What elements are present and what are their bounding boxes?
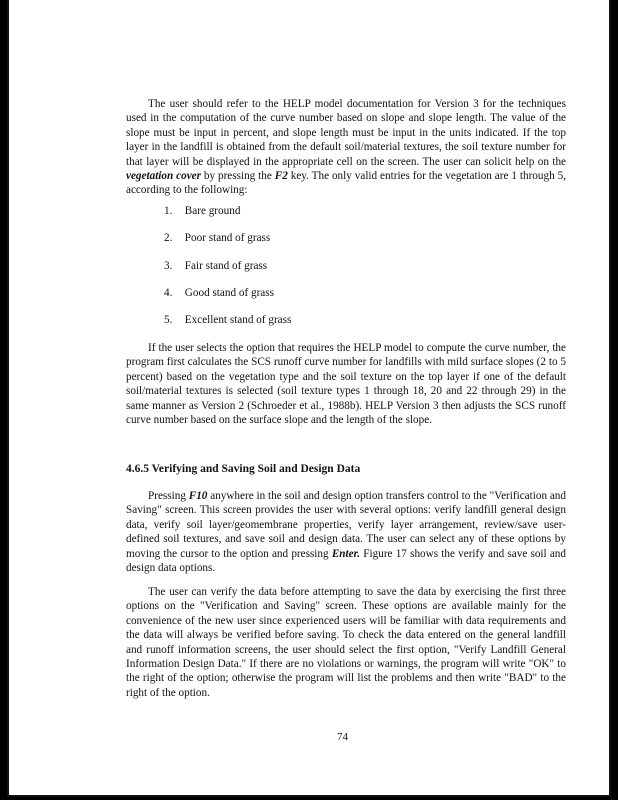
paragraph-vegetation-intro <box>126 97 566 198</box>
p1-text-a: The user should refer to the HELP model documentation for Version 3 for the techniques used in the computation of the curve number based on slope and slope length. The value of the slope must be input in percent, and slope length must be input in the units indicated. If the top layer in the landfill is obtained from the default soil/material textures, the soil texture number for that layer will be displayed in the appropriate cell on the screen. The user can solicit help on the <box>126 98 566 168</box>
list-item: 3. Fair stand of grass <box>164 259 268 272</box>
list-item: 5. Excellent stand of grass <box>164 314 292 327</box>
list-item: 2. Poor stand of grass <box>164 232 271 245</box>
page-number: 74 <box>337 731 348 743</box>
enter-key-term: Enter. <box>331 547 361 560</box>
paragraph-verify-data: The user can verify the data before attempting to save the data by exercising the first three options on the "Verification and Saving" screen. These options are available mainly for the convenience of the new user since experienced users will be familiar with data requirements and the data will always be verified before saving. To check the data entered on the general landfill and runoff information screens, the user should select the first option, "Verify Landfill General Information Design Data." If there are no violations or warnings, the program will write "OK" to the right of the option; otherwise the program will list the problems and then write "BAD" to the right of the option. <box>126 586 566 699</box>
f10-key-term: F10 <box>188 490 208 502</box>
vegetation-list <box>164 205 291 341</box>
document-page <box>7 0 611 797</box>
section-heading: 4.6.5 Verifying and Saving Soil and Design Data <box>126 463 361 475</box>
p1-text-c: by pressing the <box>200 170 275 183</box>
paragraph-curve-number: If the user selects the option that requires the HELP model to compute the curve number, the program first calculates the SCS runoff curve number for landfills with mild surface slopes (2 to 5 percent) based on the vegetation type and the soil texture on the top layer if one of the default soil/material textures is selected (soil texture types 1 through 18, 20 and 22 through 29) in the same manner as Version 2 (Schroeder et al., 1988b). HELP Version 3 then adjusts the SCS runoff curve number based on the surface slope and the length of the slope. <box>126 342 566 427</box>
list-item: 4. Good stand of grass <box>164 286 274 299</box>
vegetation-cover-term: vegetation cover <box>126 170 201 183</box>
f2-key-term: F2 <box>274 170 288 183</box>
list-item: 1. Bare ground <box>164 205 241 217</box>
paragraph-verification-screen: Pressing F10 anywhere in the soil and design option transfers control to the "Verification and Saving" screen. This screen provides the user with several options: verify landfill general design data, verify soil layer/geomembrane properties, verify layer arrangement, review/save user-defined soil textures, and save soil and design data. The user can select any of these options by moving the cursor to the option and pressing Enter. Figure 17 shows the verify and save soil and design data options. <box>126 490 566 575</box>
p1-text-e: key. The only valid entries for the vegetation are 1 through 5, according to the following: <box>126 170 566 197</box>
